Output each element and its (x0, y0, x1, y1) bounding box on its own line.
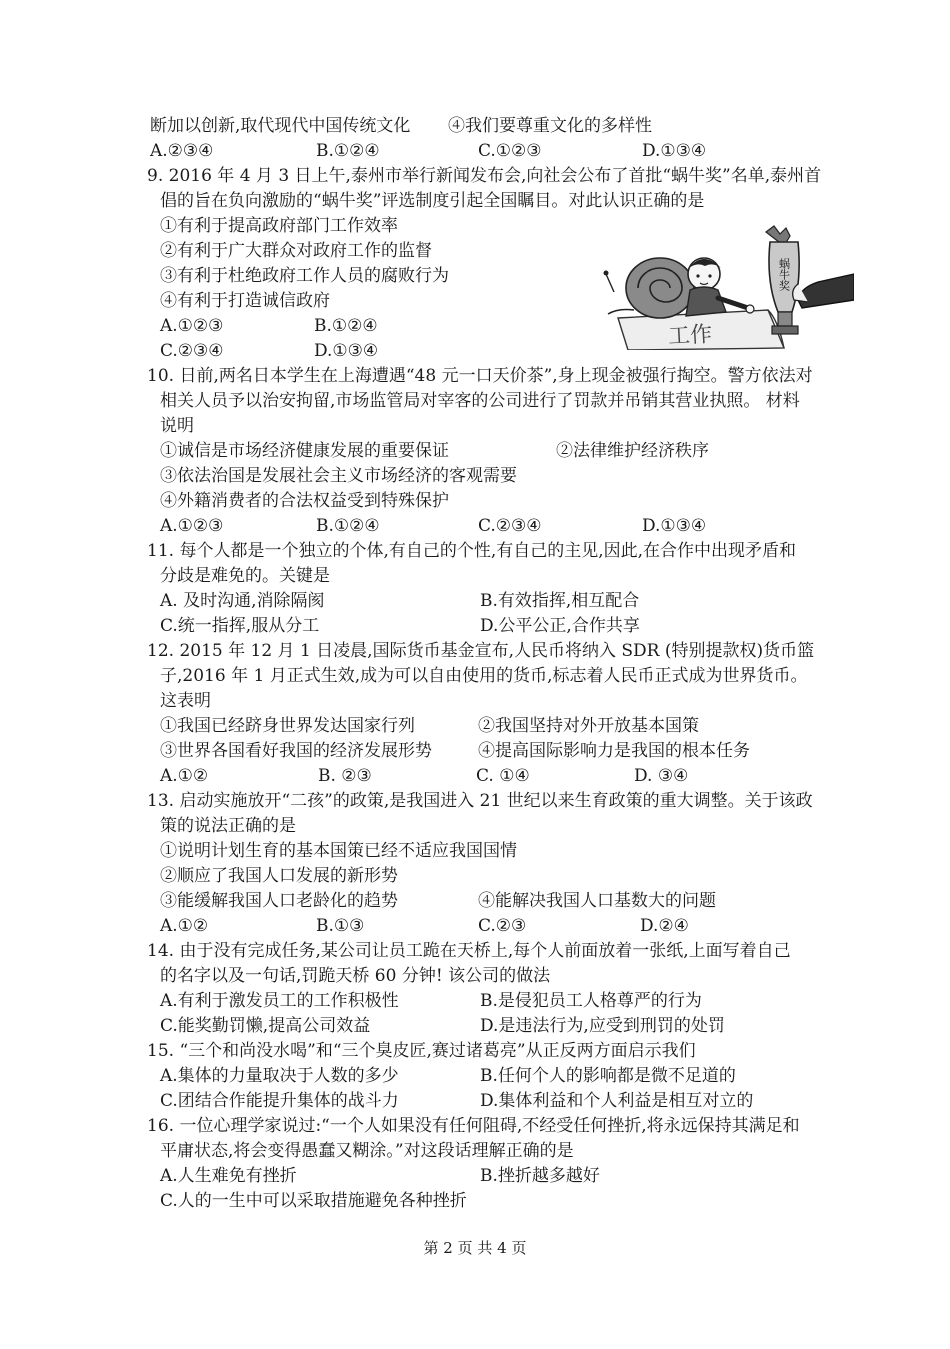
q10-option-b: B.①②④ (316, 516, 380, 536)
q16-stem-line-1: 16. 一位心理学家说过:“一个人如果没有任何阻碍,不经受任何挫折,将永远保持其满足和 (147, 1116, 800, 1136)
q13-option-a: A.①② (160, 916, 209, 936)
q9-item-1: ①有利于提高政府部门工作效率 (160, 216, 398, 236)
top-item-4: ④我们要尊重文化的多样性 (448, 116, 652, 136)
q12-option-b: B. ②③ (318, 766, 372, 786)
q12-option-c: C. ①④ (476, 766, 530, 786)
q14-option-d: D.是违法行为,应受到刑罚的处罚 (480, 1016, 725, 1036)
q11-option-b: B.有效指挥,相互配合 (480, 591, 640, 611)
q13-option-c: C.②③ (478, 916, 527, 936)
q12-item-2: ②我国坚持对外开放基本国策 (478, 716, 699, 736)
q11-stem-line-2: 分歧是难免的。关键是 (160, 566, 330, 586)
q14-stem-line-1: 14. 由于没有完成任务,某公司让员工跪在天桥上,每个人前面放着一张纸,上面写着自己 (147, 941, 791, 961)
q12-option-a: A.①② (160, 766, 209, 786)
top-continuation-text: 断加以创新,取代现代中国传统文化 (150, 116, 411, 136)
q9-option-c: C.②③④ (160, 341, 224, 361)
q11-option-a: A. 及时沟通,消除隔阂 (160, 591, 325, 611)
q15-stem-line-1: 15. “三个和尚没水喝”和“三个臭皮匠,赛过诸葛亮”从正反两方面启示我们 (147, 1041, 696, 1061)
q10-stem-line-3: 说明 (160, 416, 194, 436)
q12-item-1: ①我国已经跻身世界发达国家行列 (160, 716, 415, 736)
q13-stem-line-1: 13. 启动实施放开“二孩”的政策,是我国进入 21 世纪以来生育政策的重大调整。关于该政 (147, 791, 813, 811)
q10-item-4: ④外籍消费者的合法权益受到特殊保护 (160, 491, 449, 511)
q15-option-c: C.团结合作能提升集体的战斗力 (160, 1091, 399, 1111)
snail-shell (604, 258, 695, 318)
q13-stem-line-2: 策的说法正确的是 (160, 816, 296, 836)
q11-stem-line-1: 11. 每个人都是一个独立的个体,有自己的个性,有自己的主见,因此,在合作中出现矛盾和 (147, 541, 797, 561)
q10-option-a: A.①②③ (160, 516, 224, 536)
q12-stem-line-1: 12. 2015 年 12 月 1 日凌晨,国际货币基金宣布,人民币将纳入 SDR (特别提款权)货币篮 (147, 641, 815, 661)
q9-item-3: ③有利于杜绝政府工作人员的腐败行为 (160, 266, 449, 286)
q9-option-a: A.①②③ (160, 316, 224, 336)
q13-item-1: ①说明计划生育的基本国策已经不适应我国国情 (160, 841, 517, 861)
paper-text: 工作 (667, 322, 713, 350)
q9-stem-line-1: 9. 2016 年 4 月 3 日上午,泰州市举行新闻发布会,向社会公布了首批“蜗牛奖”名单,泰州首 (147, 166, 822, 186)
top-option-a: A.②③④ (150, 141, 214, 161)
q10-option-c: C.②③④ (478, 516, 542, 536)
q14-option-a: A.有利于激发员工的工作积极性 (160, 991, 399, 1011)
q12-item-3: ③世界各国看好我国的经济发展形势 (160, 741, 432, 761)
top-option-c: C.①②③ (478, 141, 542, 161)
q10-stem-line-1: 10. 日前,两名日本学生在上海遭遇“48 元一口天价茶”,身上现金被强行掏空。警方依法对 (147, 366, 813, 386)
q10-item-2: ②法律维护经济秩序 (556, 441, 709, 461)
q13-item-3: ③能缓解我国人口老龄化的趋势 (160, 891, 398, 911)
q14-stem-line-2: 的名字以及一句话,罚跪天桥 60 分钟! 该公司的做法 (160, 966, 551, 986)
q13-option-d: D.②④ (640, 916, 689, 936)
q16-stem-line-2: 平庸状态,将会变得愚蠢又糊涂。”对这段话理解正确的是 (160, 1141, 574, 1161)
top-option-b: B.①②④ (316, 141, 380, 161)
q12-stem-line-3: 这表明 (160, 691, 211, 711)
q16-option-b: B.挫折越多越好 (480, 1166, 600, 1186)
q11-option-d: D.公平公正,合作共享 (480, 616, 640, 636)
q11-option-c: C.统一指挥,服从分工 (160, 616, 320, 636)
q9-option-b: B.①②④ (314, 316, 378, 336)
q10-item-3: ③依法治国是发展社会主义市场经济的客观需要 (160, 466, 517, 486)
q12-stem-line-2: 子,2016 年 1 月正式生效,成为可以自由使用的货币,标志着人民币正式成为世界货币。 (160, 666, 808, 686)
page-footer: 第 2 页 共 4 页 (423, 1239, 527, 1257)
q12-option-d: D. ③④ (634, 766, 689, 786)
q13-item-2: ②顺应了我国人口发展的新形势 (160, 866, 398, 886)
q16-option-c: C.人的一生中可以采取措施避免各种挫折 (160, 1191, 467, 1211)
q10-item-1: ①诚信是市场经济健康发展的重要保证 (160, 441, 449, 461)
snail-award-illustration (598, 222, 854, 350)
q13-item-4: ④能解决我国人口基数大的问题 (478, 891, 716, 911)
q12-item-4: ④提高国际影响力是我国的根本任务 (478, 741, 750, 761)
q10-option-d: D.①③④ (642, 516, 707, 536)
q9-item-2: ②有利于广大群众对政府工作的监督 (160, 241, 432, 261)
q9-stem-line-2: 倡的旨在负向激励的“蜗牛奖”评选制度引起全国瞩目。对此认识正确的是 (160, 191, 705, 211)
q9-option-d: D.①③④ (314, 341, 379, 361)
paper-scroll (618, 310, 784, 350)
q16-option-a: A.人生难免有挫折 (160, 1166, 297, 1186)
q15-option-b: B.任何个人的影响都是微不足道的 (480, 1066, 736, 1086)
man-figure (686, 258, 754, 316)
top-option-d: D.①③④ (642, 141, 707, 161)
trophy-text: 蜗牛奖 (777, 258, 791, 291)
q10-stem-line-2: 相关人员予以治安拘留,市场监管局对宰客的公司进行了罚款并吊销其营业执照。 材料 (160, 391, 800, 411)
q14-option-b: B.是侵犯员工人格尊严的行为 (480, 991, 702, 1011)
q13-option-b: B.①③ (316, 916, 365, 936)
q15-option-a: A.集体的力量取决于人数的多少 (160, 1066, 399, 1086)
presenting-hand (793, 274, 854, 308)
q9-item-4: ④有利于打造诚信政府 (160, 291, 330, 311)
q14-option-c: C.能奖勤罚懒,提高公司效益 (160, 1016, 371, 1036)
q15-option-d: D.集体利益和个人利益是相互对立的 (480, 1091, 754, 1111)
